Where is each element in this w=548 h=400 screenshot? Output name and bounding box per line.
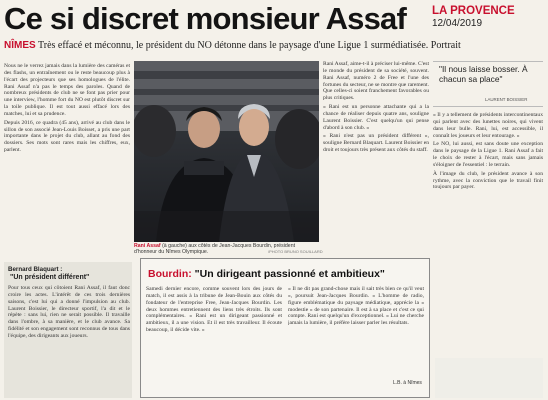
pull-quote-author: LAURENT BOISSIER [485, 97, 528, 102]
caption-highlight: Rani Assaf [134, 243, 161, 249]
sidebar-title: Bernard Blaquart : [8, 266, 63, 273]
article-column-5 [433, 112, 543, 352]
headline: Ce si discret monsieur Assaf [4, 1, 407, 36]
article-paragraph: Le NO, lui aussi, est sans doute une exception dans le paysage de la Ligue 1. Rani Assaf a fait le choix de rester à l'écart, mais sans jamais s'éloigner de l'essentiel : le terrain. [433, 141, 543, 168]
sidebar-subtitle: "Un président différent" [10, 274, 90, 281]
lead-text: Très effacé et méconnu, le président du NO détonne dans le paysage d'une Ligue 1 surmédiatisée. Portrait [38, 40, 461, 51]
lead-paragraph [4, 40, 544, 52]
interview-column-left: Samedi dernier encore, comme souvent lors des jours de match, il est assis à la tribune de Jean-Bouin aux côtés du fondateur de l'entreprise Free, Jean-Jacques Bourdin. Les deux hommes entretiennent des liens très étroits. Ils sont complémentaires. « Rani est un dirigeant passionné et ambitieux, il a une vision. Et il est très travailleur. Il écoute beaucoup, il décide vite. » [146, 286, 282, 334]
interview-signature: L.B. à Nîmes [393, 380, 422, 386]
article-paragraph: « Il y a tellement de présidents intercontinentaux qui parlent avec des lunettes noires, qui vivent dans leur bulle. Rani, lui, est accessible, il connaît les joueurs et leur entourage. » [433, 112, 543, 139]
newspaper-masthead: LA PROVENCE [432, 5, 515, 17]
interview-column-right: « Il ne dit pas grand-chose mais il sait très bien ce qu'il veut », poursuit Jean-Jacques Bourdin. « L'homme de radio, figure emblématique du paysage médiatique, apprécie la « modestie » de son partenaire. Il est à sa place et c'est ce qui compte. Rani est quelqu'un d'exceptionnel. » Lui ne cherche jamais la lumière, il préfère laisser parler les résultats. [288, 286, 424, 327]
photo-credit: /PHOTO BRUNO SOUILLARD [268, 249, 323, 254]
article-paragraph: Nous ne le verrez jamais dans la lumière des caméras et des flashs, un entraînement ou le reste beaucoup plus à l'écart des projecteurs que ses homologues de l'élite. Rani Assaf n'a pas le temps des paroles. Quand de nombreux présidents de club ne se font pas prier pour une interview, l'homme fort du NO est plutôt discret sur la toile publique. Il est tout aussi effacé lors des matches, lui et sa prudence. [4, 63, 130, 117]
interview-box-title-quote: "Un dirigeant passionné et ambitieux" [194, 268, 385, 280]
article-paragraph: « Rani est un personne attachante qui a la chance de réaliser depuis quatre ans, souligne Laurent Boissier. C'est quelqu'un qui pense d'abord à son club. » [323, 104, 429, 131]
pull-quote: "Il nous laisse bosser. À chacun sa place" [439, 64, 528, 84]
article-column-1 [4, 63, 130, 259]
publication-date: 12/04/2019 [432, 18, 483, 29]
sidebar-body: Pour tous ceux qui côtoient Rani Assaf, il faut donc croire les actes. L'intérêt de ces trois dernières saisons, c'est lui qui a donné l'impulsion au club. Laurent Boissier, le directeur sportif, l'a dit et le répète : sans lui, rien ne serait possible. Il travaille dans l'ombre, à sa manière, et le club avance. Sa fidélité et son engagement sont reconnus de tous dans l'équipe, des dirigeants aux joueurs. [8, 285, 130, 339]
caption-text: (à gauche) aux côtés de Jean-Jacques Bourdin, président d'honneur du Nîmes Olympique. [134, 243, 296, 256]
article-column-3 [323, 61, 429, 257]
bottom-right-thumbnail [435, 358, 543, 398]
article-photo [134, 61, 319, 242]
interview-box-title-name: Bourdin: [148, 268, 192, 280]
article-paragraph: Rani Assaf, aime-t-il à préciser lui-même. C'est le monde du président de sa société, souvent. Rani Assaf, numéro 2 de Free et l'une des fortunes du secteur, ne se montre que rarement. Que celles-ci soient franchement favorables ou plus critiques. [323, 61, 429, 102]
photo-illustration [134, 61, 319, 242]
article-paragraph: Depuis 2016, ce quadra (45 ans), arrivé au club dans le sillon de son associé Jean-Louis Boisset, a pris une part importante dans le projet du club, allant au fond des dossiers. Ses mots sont rares mais les chiffres, eux, parlent. [4, 119, 130, 154]
interview-box-title [148, 268, 418, 280]
article-paragraph: À l'image du club, le président avance à son rythme, avec la conviction que le travail finit toujours par payer. [433, 170, 543, 191]
lead-city: NÎMES [4, 40, 36, 51]
article-paragraph: « Rani n'est pas un président différent », souligne Bernard Blaquart. Laurent Boissier en droit et toujours très présent aux côtés du staff. [323, 133, 429, 154]
